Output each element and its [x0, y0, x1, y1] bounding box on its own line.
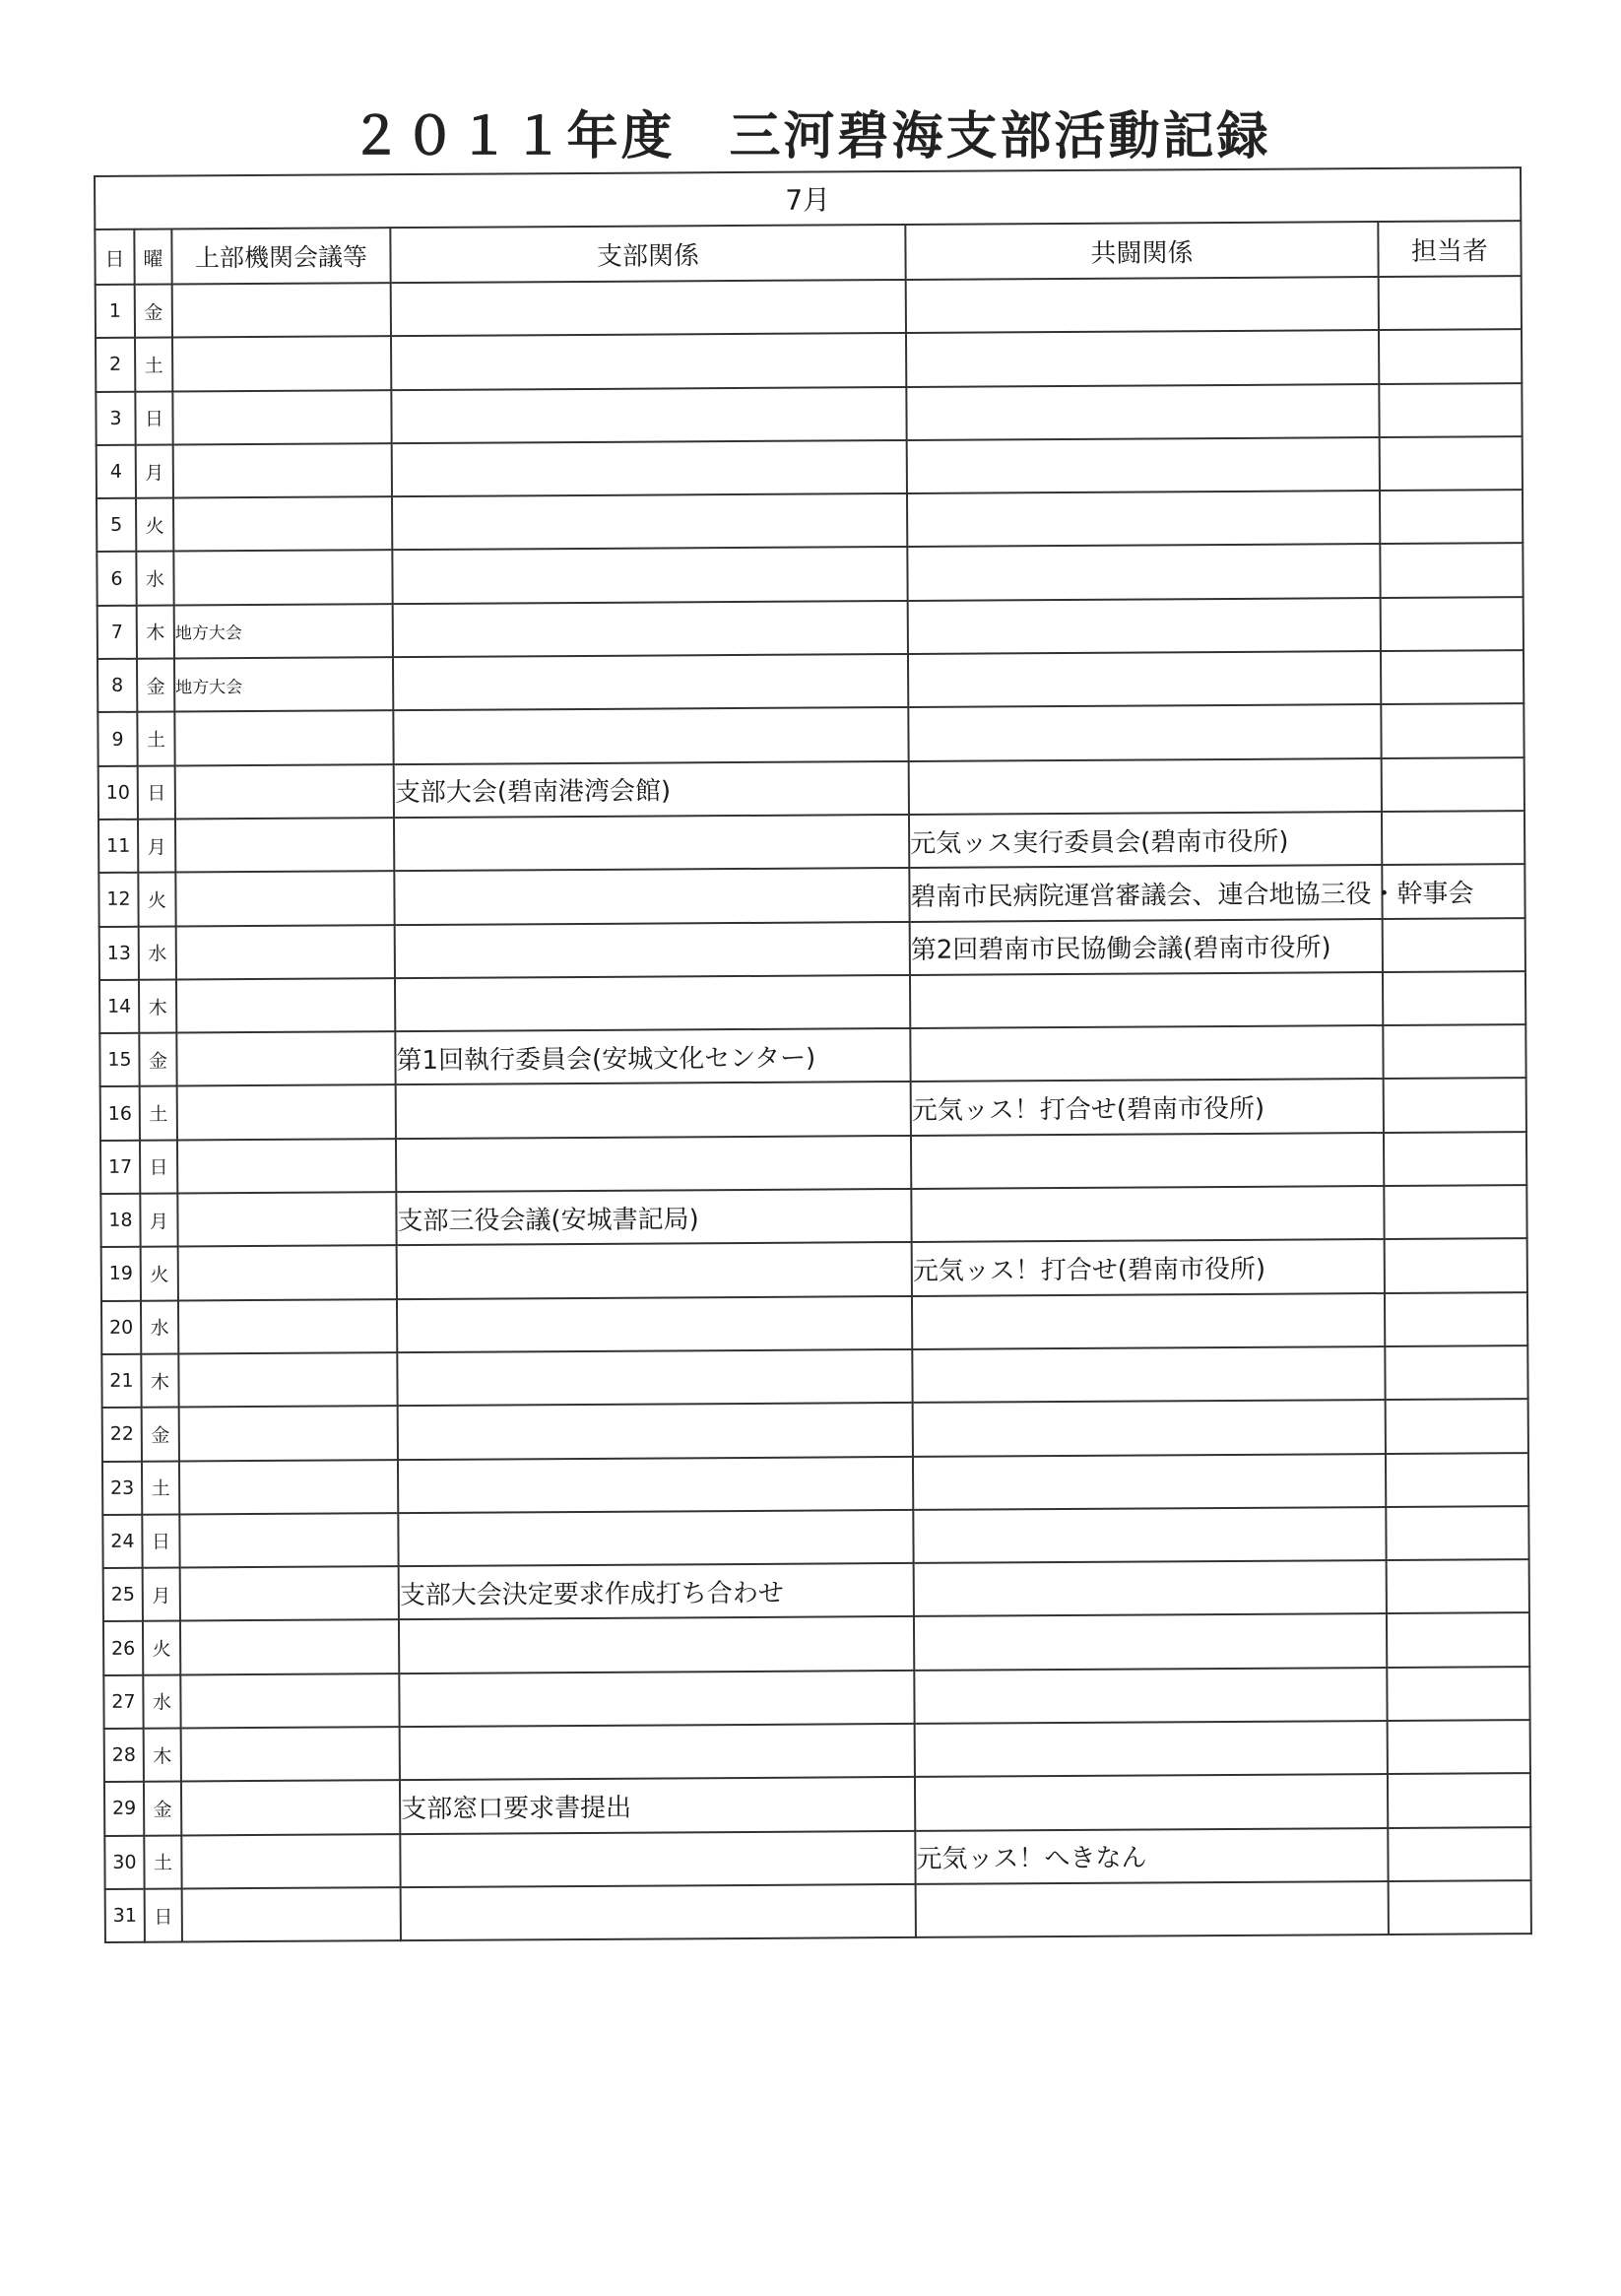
table-row [98, 811, 1524, 873]
header-branch: 支部関係 [390, 225, 905, 283]
person-in-charge-cell [1388, 1827, 1530, 1881]
person-in-charge-cell [1387, 1559, 1529, 1613]
upper-meetings-cell [178, 1245, 397, 1300]
weekday-cell: 土 [137, 712, 174, 766]
person-in-charge-cell [1383, 918, 1525, 972]
joint-struggle-cell: 第2回碧南市民協働会議(碧南市役所) [910, 919, 1383, 975]
person-in-charge-cell [1379, 276, 1522, 330]
month-row [95, 167, 1521, 230]
branch-cell [392, 547, 907, 603]
upper-meetings-cell [176, 925, 395, 980]
header-person-in-charge: 担当者 [1378, 221, 1521, 277]
table-row [104, 1720, 1530, 1782]
weekday-cell: 月 [143, 1568, 180, 1622]
day-cell: 5 [97, 498, 136, 553]
joint-struggle-cell [911, 1133, 1384, 1189]
person-in-charge-cell [1384, 1079, 1526, 1133]
person-in-charge-cell [1379, 383, 1522, 437]
day-cell: 27 [103, 1674, 143, 1729]
upper-meetings-cell [180, 1673, 399, 1729]
joint-struggle-cell [916, 1881, 1389, 1937]
person-in-charge-cell [1386, 1399, 1528, 1453]
day-cell: 3 [96, 391, 135, 445]
weekday-cell: 水 [141, 1300, 178, 1354]
table-row [97, 650, 1524, 712]
header-row [95, 221, 1521, 285]
upper-meetings-cell [175, 871, 394, 926]
person-in-charge-cell [1385, 1292, 1527, 1346]
weekday-cell: 火 [138, 873, 175, 927]
upper-meetings-cell [175, 764, 394, 820]
day-cell: 15 [99, 1033, 139, 1087]
table-row [104, 1773, 1530, 1835]
joint-struggle-cell [913, 1400, 1386, 1456]
person-in-charge-cell [1381, 597, 1524, 651]
joint-struggle-cell [915, 1721, 1388, 1777]
joint-struggle-cell [907, 545, 1380, 601]
branch-cell [394, 868, 909, 924]
table-row [97, 597, 1524, 659]
person-in-charge-cell [1389, 1880, 1531, 1935]
branch-cell [393, 707, 908, 763]
table-row [97, 544, 1523, 606]
joint-struggle-cell: 元気ッス実行委員会(碧南市役所) [909, 812, 1382, 868]
upper-meetings-cell [180, 1620, 399, 1675]
table-row [105, 1880, 1531, 1942]
joint-struggle-cell [914, 1668, 1387, 1724]
branch-cell: 支部大会(碧南港湾会館) [394, 761, 909, 818]
weekday-cell: 日 [140, 1140, 177, 1194]
joint-struggle-cell [912, 1293, 1385, 1349]
day-cell: 29 [104, 1782, 144, 1836]
person-in-charge-cell [1384, 1132, 1526, 1186]
joint-struggle-cell [913, 1507, 1386, 1563]
weekday-cell: 日 [145, 1888, 182, 1942]
branch-cell: 第1回執行委員会(安城文化センター) [395, 1028, 910, 1084]
joint-struggle-cell [915, 1774, 1388, 1830]
weekday-cell: 土 [142, 1461, 179, 1515]
day-cell: 19 [101, 1247, 141, 1301]
upper-meetings-cell [179, 1460, 398, 1515]
weekday-cell: 月 [138, 819, 175, 873]
person-in-charge-cell [1388, 1720, 1530, 1774]
branch-cell [395, 975, 910, 1031]
person-in-charge-cell [1384, 1185, 1526, 1239]
branch-cell [391, 333, 906, 389]
table-row [102, 1399, 1528, 1461]
upper-meetings-cell [179, 1513, 398, 1568]
upper-meetings-cell [177, 1139, 396, 1194]
day-cell: 28 [104, 1729, 144, 1783]
joint-struggle-cell [906, 384, 1379, 440]
branch-cell: 支部三役会議(安城書記局) [396, 1189, 911, 1245]
weekday-cell: 日 [138, 765, 175, 820]
day-cell: 13 [99, 926, 139, 980]
person-in-charge-cell [1381, 704, 1524, 758]
table-row [97, 490, 1523, 552]
day-cell: 11 [98, 820, 138, 874]
day-cell: 26 [103, 1621, 143, 1675]
weekday-cell: 水 [143, 1674, 180, 1729]
header-day: 日 [95, 230, 134, 285]
day-cell: 16 [100, 1086, 140, 1141]
day-cell: 7 [97, 606, 137, 660]
upper-meetings-cell [181, 1727, 400, 1782]
branch-cell [392, 440, 907, 496]
document-title: ２０１１年度 三河碧海支部活動記録 [350, 107, 1271, 166]
person-in-charge-cell [1380, 544, 1523, 598]
upper-meetings-cell: 地方大会 [174, 657, 393, 712]
branch-cell [393, 654, 908, 710]
branch-cell [397, 1242, 912, 1298]
weekday-cell: 火 [141, 1247, 178, 1301]
table-row [103, 1559, 1529, 1621]
joint-struggle-cell [906, 330, 1379, 386]
joint-struggle-cell [907, 491, 1380, 547]
table-row [96, 276, 1522, 338]
branch-cell [393, 601, 908, 657]
joint-struggle-cell: 元気ッス！打合せ(碧南市役所) [912, 1239, 1385, 1295]
month-label: 7月 [95, 167, 1521, 230]
joint-struggle-cell [913, 1454, 1386, 1510]
day-cell: 1 [96, 285, 135, 339]
joint-struggle-cell [912, 1346, 1385, 1403]
weekday-cell: 土 [135, 338, 172, 392]
weekday-cell: 金 [137, 659, 174, 713]
weekday-cell: 月 [140, 1194, 177, 1248]
upper-meetings-cell [176, 1031, 395, 1086]
weekday-cell: 月 [136, 444, 173, 498]
joint-struggle-cell [908, 598, 1381, 654]
day-cell: 12 [98, 873, 138, 927]
person-in-charge-cell [1385, 1238, 1527, 1292]
header-weekday: 曜 [134, 230, 171, 285]
header-joint-struggle: 共闘関係 [905, 222, 1378, 280]
table-row [99, 1024, 1525, 1086]
table-row [103, 1667, 1529, 1729]
branch-cell [397, 1349, 912, 1406]
table-row [104, 1827, 1530, 1889]
person-in-charge-cell [1388, 1773, 1530, 1827]
weekday-cell: 日 [135, 391, 172, 445]
table-row [99, 971, 1525, 1033]
table-row [102, 1453, 1528, 1515]
branch-cell [401, 1884, 916, 1940]
joint-struggle-cell [908, 704, 1381, 760]
branch-cell [398, 1456, 913, 1512]
weekday-cell: 木 [144, 1729, 181, 1783]
joint-struggle-cell [909, 758, 1382, 815]
joint-struggle-cell [906, 277, 1379, 333]
table-row [96, 329, 1522, 391]
upper-meetings-cell [180, 1566, 399, 1621]
weekday-cell: 水 [136, 552, 173, 606]
upper-meetings-cell [177, 1192, 396, 1247]
day-cell: 10 [98, 765, 138, 820]
table-row [96, 383, 1522, 445]
person-in-charge-cell [1382, 757, 1524, 812]
branch-cell [397, 1296, 912, 1352]
day-cell: 23 [102, 1461, 142, 1515]
upper-meetings-cell [173, 443, 392, 498]
person-in-charge-cell [1382, 811, 1524, 865]
day-cell: 9 [97, 712, 137, 766]
weekday-cell: 木 [139, 979, 176, 1033]
weekday-cell: 金 [139, 1033, 176, 1087]
branch-cell [399, 1616, 914, 1673]
table-row [101, 1345, 1527, 1408]
joint-struggle-cell [914, 1613, 1387, 1670]
upper-meetings-cell [177, 1085, 396, 1141]
branch-cell [400, 1724, 915, 1780]
weekday-cell: 土 [140, 1086, 177, 1141]
branch-cell [391, 387, 906, 443]
table-row [103, 1613, 1529, 1675]
upper-meetings-cell [178, 1299, 397, 1354]
person-in-charge-cell [1380, 490, 1523, 544]
upper-meetings-cell [173, 551, 392, 606]
weekday-cell: 木 [141, 1353, 178, 1408]
joint-struggle-cell [907, 437, 1380, 493]
day-cell: 18 [100, 1194, 140, 1248]
day-cell: 21 [101, 1354, 141, 1409]
weekday-cell: 金 [142, 1408, 179, 1462]
branch-cell [395, 922, 910, 978]
person-in-charge-cell [1385, 1345, 1527, 1400]
upper-meetings-cell [172, 336, 391, 391]
joint-struggle-cell [914, 1560, 1387, 1616]
person-in-charge-cell [1381, 650, 1524, 704]
branch-cell [396, 1082, 911, 1138]
day-cell: 30 [104, 1835, 144, 1889]
joint-struggle-cell: 元気ッス！打合せ(碧南市役所) [911, 1079, 1384, 1135]
joint-struggle-cell: 元気ッス！へきなん [915, 1828, 1388, 1884]
branch-cell [398, 1510, 913, 1566]
upper-meetings-cell [181, 1834, 400, 1889]
upper-meetings-cell: 地方大会 [174, 604, 393, 659]
table-row [101, 1292, 1527, 1354]
joint-struggle-cell [911, 1186, 1384, 1242]
day-cell: 14 [99, 980, 139, 1034]
weekday-cell: 土 [144, 1835, 181, 1889]
branch-cell [394, 815, 909, 871]
person-in-charge-cell [1387, 1613, 1529, 1668]
branch-cell [396, 1136, 911, 1192]
day-cell: 2 [96, 338, 135, 392]
weekday-cell: 金 [135, 285, 172, 339]
branch-cell [392, 493, 907, 550]
person-in-charge-cell [1380, 436, 1523, 491]
upper-meetings-cell [173, 496, 392, 552]
branch-cell [398, 1403, 913, 1459]
day-cell: 25 [103, 1568, 143, 1622]
person-in-charge-cell [1379, 329, 1522, 383]
upper-meetings-cell [175, 818, 394, 873]
day-cell: 17 [100, 1140, 140, 1194]
weekday-cell: 金 [144, 1782, 181, 1836]
branch-cell [391, 280, 906, 336]
table-row [98, 864, 1524, 926]
table-row [100, 1132, 1526, 1194]
table-row [99, 918, 1525, 980]
joint-struggle-cell [910, 972, 1383, 1028]
table-row [101, 1238, 1527, 1300]
activity-record-table [94, 166, 1532, 1943]
table-row [98, 757, 1524, 820]
day-cell: 8 [97, 659, 137, 713]
day-cell: 31 [105, 1889, 145, 1943]
day-cell: 22 [102, 1408, 142, 1462]
branch-cell: 支部大会決定要求作成打ち合わせ [399, 1563, 914, 1619]
weekday-cell: 木 [137, 605, 174, 659]
upper-meetings-cell [174, 711, 393, 766]
table-row [100, 1185, 1526, 1247]
person-in-charge-cell [1386, 1506, 1528, 1560]
weekday-cell: 火 [136, 498, 173, 553]
table-row [97, 436, 1523, 498]
person-in-charge-cell [1386, 1453, 1528, 1507]
person-in-charge-cell [1387, 1667, 1529, 1721]
day-cell: 20 [101, 1300, 141, 1354]
weekday-cell: 火 [143, 1621, 180, 1675]
upper-meetings-cell [176, 978, 395, 1033]
day-cell: 6 [97, 552, 136, 606]
weekday-cell: 水 [139, 926, 176, 980]
upper-meetings-cell [172, 283, 391, 338]
upper-meetings-cell [179, 1406, 398, 1461]
table-row [100, 1079, 1526, 1141]
joint-struggle-cell [910, 1025, 1383, 1082]
branch-cell [399, 1671, 914, 1727]
branch-cell [400, 1831, 915, 1887]
person-in-charge-cell [1383, 971, 1525, 1025]
day-cell: 24 [102, 1515, 142, 1569]
upper-meetings-cell [181, 1780, 400, 1835]
table-body [96, 276, 1531, 1942]
upper-meetings-cell [178, 1352, 397, 1408]
upper-meetings-cell [172, 390, 391, 445]
person-in-charge-cell [1383, 1024, 1525, 1079]
day-cell: 4 [97, 445, 136, 499]
branch-cell: 支部窓口要求書提出 [400, 1777, 915, 1833]
upper-meetings-cell [182, 1887, 401, 1942]
header-upper-meetings: 上部機関会議等 [171, 228, 390, 284]
table-row [97, 704, 1524, 766]
table-row [102, 1506, 1528, 1568]
weekday-cell: 日 [142, 1514, 179, 1568]
joint-struggle-cell: 碧南市民病院運営審議会、連合地協三役・幹事会 [909, 865, 1382, 921]
joint-struggle-cell [908, 651, 1381, 707]
